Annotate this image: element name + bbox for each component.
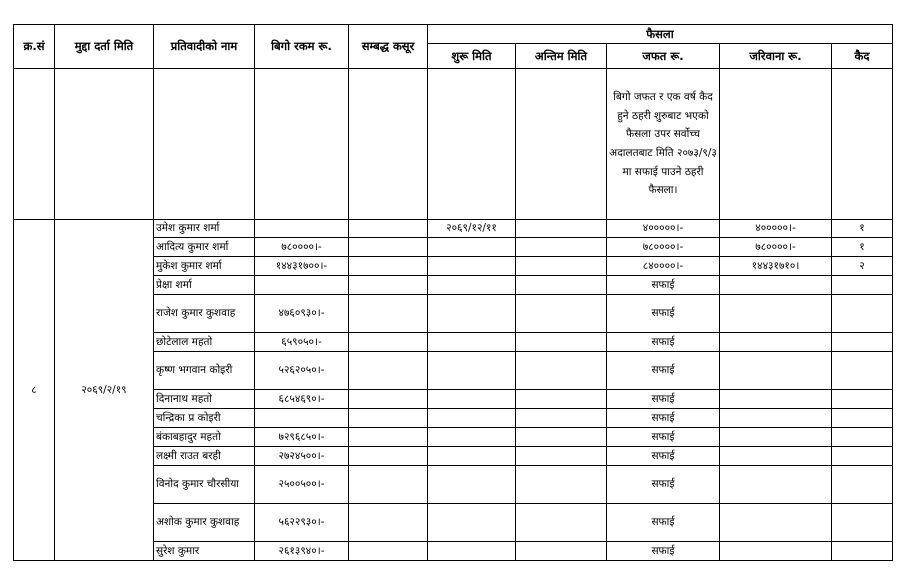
defendant-name-cell: अशोक कुमार कुशवाह xyxy=(154,504,255,542)
confiscation-cell: सफाई xyxy=(607,409,720,428)
defendant-name-cell: कृष्ण भगवान कोइरी xyxy=(154,352,255,390)
confiscation-cell: ७८००००।- xyxy=(607,238,720,257)
defendant-name-cell: बंकाबहादुर महतो xyxy=(154,428,255,447)
final-date-cell xyxy=(516,220,607,238)
bigo-amount-cell: ५६२२९३०।- xyxy=(255,504,349,542)
final-date-cell xyxy=(516,390,607,409)
defendant-name-cell: उमेश कुमार शर्मा xyxy=(154,220,255,238)
final-date-cell xyxy=(516,276,607,295)
fine-cell: ७८००००।- xyxy=(720,238,832,257)
confiscation-cell: ८४००००।- xyxy=(607,257,720,276)
start-date-cell xyxy=(428,238,516,257)
header-fine: जरिवाना रू. xyxy=(720,44,832,69)
fine-cell xyxy=(720,409,832,428)
final-date-cell xyxy=(516,447,607,466)
imprisonment-cell xyxy=(832,428,893,447)
imprisonment-cell: १ xyxy=(832,238,893,257)
confiscation-cell: सफाई xyxy=(607,447,720,466)
fine-cell xyxy=(720,428,832,447)
related-crime-cell xyxy=(349,238,428,257)
header-imprisonment: कैद xyxy=(832,44,893,69)
related-crime-cell xyxy=(349,257,428,276)
defendant-name-cell: दिनानाथ महतो xyxy=(154,390,255,409)
final-date-cell xyxy=(516,352,607,390)
imprisonment-cell: १ xyxy=(832,220,893,238)
confiscation-cell: सफाई xyxy=(607,352,720,390)
defendant-name-cell: मुकेश कुमार शर्मा xyxy=(154,257,255,276)
imprisonment-cell xyxy=(832,352,893,390)
imprisonment-cell xyxy=(832,504,893,542)
fine-cell xyxy=(720,333,832,352)
confiscation-cell: ४०००००।- xyxy=(607,220,720,238)
confiscation-cell: सफाई xyxy=(607,276,720,295)
header-defendant: प्रतिवादीको नाम xyxy=(154,25,255,69)
bigo-amount-cell: २६१३९४०।- xyxy=(255,542,349,561)
confiscation-cell: सफाई xyxy=(607,542,720,561)
start-date-cell xyxy=(428,428,516,447)
imprisonment-cell xyxy=(832,542,893,561)
bigo-amount-cell: ६८५४६९०।- xyxy=(255,390,349,409)
start-date-cell xyxy=(428,257,516,276)
header-related-crime: सम्बद्ध कसूर xyxy=(349,25,428,69)
imprisonment-cell xyxy=(832,447,893,466)
related-crime-cell xyxy=(349,276,428,295)
confiscation-cell: सफाई xyxy=(607,428,720,447)
start-date-cell xyxy=(428,466,516,504)
fine-cell xyxy=(720,447,832,466)
case-reg-date: २०६९/२/१९ xyxy=(55,220,154,561)
header-confiscation: जफत रू. xyxy=(607,44,720,69)
prev-case-row xyxy=(14,69,893,220)
related-crime-cell xyxy=(349,504,428,542)
bigo-amount-cell: ७८००००।- xyxy=(255,238,349,257)
start-date-cell xyxy=(428,276,516,295)
related-crime-cell xyxy=(349,409,428,428)
fine-cell: १४४३१७१०। xyxy=(720,257,832,276)
bigo-amount-cell: ४७६०९३०।- xyxy=(255,295,349,333)
bigo-amount-cell: ७२९६८५०।- xyxy=(255,428,349,447)
related-crime-cell xyxy=(349,220,428,238)
defendant-name-cell: लक्ष्मी राउत बरही xyxy=(154,447,255,466)
bigo-amount-cell xyxy=(255,409,349,428)
defendant-name-cell: विनोद कुमार चौरसीया xyxy=(154,466,255,504)
table-body xyxy=(14,69,893,561)
final-date-cell xyxy=(516,295,607,333)
case-sn: ८ xyxy=(14,220,55,561)
related-crime-cell xyxy=(349,295,428,333)
final-date-cell xyxy=(516,542,607,561)
defendant-name-cell: चन्द्रिका प्र कोइरी xyxy=(154,409,255,428)
verdict-table xyxy=(13,24,893,561)
confiscation-cell: सफाई xyxy=(607,504,720,542)
final-date-cell xyxy=(516,466,607,504)
fine-cell xyxy=(720,504,832,542)
related-crime-cell xyxy=(349,542,428,561)
defendant-name-cell: सुरेश कुमार xyxy=(154,542,255,561)
fine-cell xyxy=(720,276,832,295)
start-date-cell xyxy=(428,542,516,561)
defendant-name-cell: आदित्य कुमार शर्मा xyxy=(154,238,255,257)
imprisonment-cell xyxy=(832,295,893,333)
start-date-cell xyxy=(428,295,516,333)
imprisonment-cell xyxy=(832,276,893,295)
related-crime-cell xyxy=(349,447,428,466)
bigo-amount-cell: २५००५००।- xyxy=(255,466,349,504)
start-date-cell xyxy=(428,447,516,466)
imprisonment-cell xyxy=(832,333,893,352)
fine-cell: ४०००००।- xyxy=(720,220,832,238)
related-crime-cell xyxy=(349,352,428,390)
bigo-amount-cell: २७२४५००।- xyxy=(255,447,349,466)
final-date-cell xyxy=(516,409,607,428)
fine-cell xyxy=(720,466,832,504)
defendant-name-cell: राजेश कुमार कुशवाह xyxy=(154,295,255,333)
bigo-amount-cell: ५२६२०५०।- xyxy=(255,352,349,390)
start-date-cell: २०६९/१२/११ xyxy=(428,220,516,238)
related-crime-cell xyxy=(349,466,428,504)
final-date-cell xyxy=(516,257,607,276)
defendant-name-cell: छोटेलाल महतो xyxy=(154,333,255,352)
start-date-cell xyxy=(428,333,516,352)
header-sn: क्र.सं xyxy=(14,25,55,69)
confiscation-cell: सफाई xyxy=(607,390,720,409)
imprisonment-cell xyxy=(832,390,893,409)
final-date-cell xyxy=(516,504,607,542)
confiscation-cell: सफाई xyxy=(607,466,720,504)
related-crime-cell xyxy=(349,428,428,447)
header-reg-date: मुद्दा दर्ता मिति xyxy=(55,25,154,69)
prev-verdict-note: बिगो जफत र एक वर्ष कैद हुने ठहरी शुरुबाट भएको फैसला उपर सर्वोच्च अदालतबाट मिति २०७३/९/३ मा सफाई पाउने ठहरी फैसला। xyxy=(607,69,720,220)
fine-cell xyxy=(720,390,832,409)
fine-cell xyxy=(720,542,832,561)
related-crime-cell xyxy=(349,390,428,409)
header-final-date: अन्तिम मिति xyxy=(516,44,607,69)
imprisonment-cell xyxy=(832,466,893,504)
bigo-amount-cell: ६५९०५०।- xyxy=(255,333,349,352)
start-date-cell xyxy=(428,390,516,409)
table-row xyxy=(14,220,893,238)
header-bigo-amount: बिगो रकम रू. xyxy=(255,25,349,69)
final-date-cell xyxy=(516,333,607,352)
imprisonment-cell xyxy=(832,409,893,428)
confiscation-cell: सफाई xyxy=(607,295,720,333)
final-date-cell xyxy=(516,428,607,447)
header-start-date: शुरू मिति xyxy=(428,44,516,69)
table-header xyxy=(14,25,893,69)
fine-cell xyxy=(720,295,832,333)
final-date-cell xyxy=(516,238,607,257)
defendant-name-cell: प्रेक्षा शर्मा xyxy=(154,276,255,295)
start-date-cell xyxy=(428,409,516,428)
imprisonment-cell: २ xyxy=(832,257,893,276)
header-verdict: फैसला xyxy=(428,25,893,44)
related-crime-cell xyxy=(349,333,428,352)
bigo-amount-cell xyxy=(255,276,349,295)
bigo-amount-cell: १४४३१७००।- xyxy=(255,257,349,276)
start-date-cell xyxy=(428,352,516,390)
bigo-amount-cell xyxy=(255,220,349,238)
start-date-cell xyxy=(428,504,516,542)
fine-cell xyxy=(720,352,832,390)
confiscation-cell: सफाई xyxy=(607,333,720,352)
